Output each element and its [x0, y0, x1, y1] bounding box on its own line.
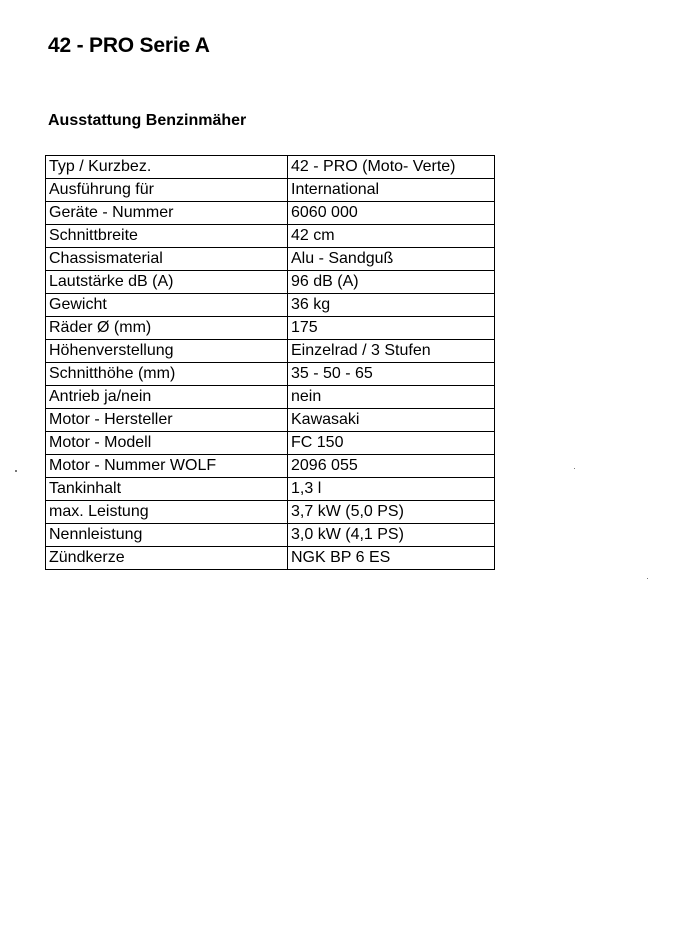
- table-row: [46, 294, 495, 317]
- spec-value-cell: Kawasaki: [288, 409, 495, 432]
- table-row: [46, 524, 495, 547]
- spec-value-cell: 3,0 kW (4,1 PS): [288, 524, 495, 547]
- scan-speck: [574, 468, 575, 469]
- spec-value-cell: International: [288, 179, 495, 202]
- spec-label-cell: Ausführung für: [46, 179, 288, 202]
- spec-label-cell: Zündkerze: [46, 547, 288, 570]
- spec-label-cell: Lautstärke dB (A): [46, 271, 288, 294]
- spec-label-cell: Nennleistung: [46, 524, 288, 547]
- spec-value-cell: nein: [288, 386, 495, 409]
- spec-label-cell: Geräte - Nummer: [46, 202, 288, 225]
- page-title: 42 - PRO Serie A: [48, 34, 210, 57]
- spec-label-cell: Schnitthöhe (mm): [46, 363, 288, 386]
- spec-label-cell: Tankinhalt: [46, 478, 288, 501]
- spec-value-cell: Alu - Sandguß: [288, 248, 495, 271]
- table-row: [46, 225, 495, 248]
- spec-label-cell: max. Leistung: [46, 501, 288, 524]
- spec-table: [45, 155, 495, 570]
- spec-label-cell: Motor - Modell: [46, 432, 288, 455]
- spec-table-body: [46, 156, 495, 570]
- spec-value-cell: 175: [288, 317, 495, 340]
- spec-value-cell: Einzelrad / 3 Stufen: [288, 340, 495, 363]
- spec-label-cell: Typ / Kurzbez.: [46, 156, 288, 179]
- spec-value-cell: NGK BP 6 ES: [288, 547, 495, 570]
- spec-label-cell: Motor - Hersteller: [46, 409, 288, 432]
- table-row: [46, 248, 495, 271]
- spec-value-cell: 42 - PRO (Moto- Verte): [288, 156, 495, 179]
- table-row: [46, 478, 495, 501]
- section-subtitle: Ausstattung Benzinmäher: [48, 112, 247, 129]
- table-row: [46, 179, 495, 202]
- table-row: [46, 156, 495, 179]
- spec-value-cell: 6060 000: [288, 202, 495, 225]
- spec-label-cell: Räder Ø (mm): [46, 317, 288, 340]
- table-row: [46, 386, 495, 409]
- table-row: [46, 547, 495, 570]
- scan-speck: [15, 470, 17, 472]
- table-row: [46, 501, 495, 524]
- spec-value-cell: FC 150: [288, 432, 495, 455]
- spec-value-cell: 1,3 l: [288, 478, 495, 501]
- table-row: [46, 409, 495, 432]
- table-row: [46, 317, 495, 340]
- spec-label-cell: Schnittbreite: [46, 225, 288, 248]
- table-row: [46, 432, 495, 455]
- spec-value-cell: 96 dB (A): [288, 271, 495, 294]
- scan-speck: [647, 578, 648, 579]
- table-row: [46, 455, 495, 478]
- spec-label-cell: Gewicht: [46, 294, 288, 317]
- table-row: [46, 202, 495, 225]
- spec-label-cell: Motor - Nummer WOLF: [46, 455, 288, 478]
- spec-value-cell: 2096 055: [288, 455, 495, 478]
- spec-value-cell: 3,7 kW (5,0 PS): [288, 501, 495, 524]
- spec-label-cell: Antrieb ja/nein: [46, 386, 288, 409]
- spec-value-cell: 42 cm: [288, 225, 495, 248]
- table-row: [46, 340, 495, 363]
- table-row: [46, 271, 495, 294]
- spec-label-cell: Chassismaterial: [46, 248, 288, 271]
- spec-value-cell: 36 kg: [288, 294, 495, 317]
- spec-label-cell: Höhenverstellung: [46, 340, 288, 363]
- spec-value-cell: 35 - 50 - 65: [288, 363, 495, 386]
- table-row: [46, 363, 495, 386]
